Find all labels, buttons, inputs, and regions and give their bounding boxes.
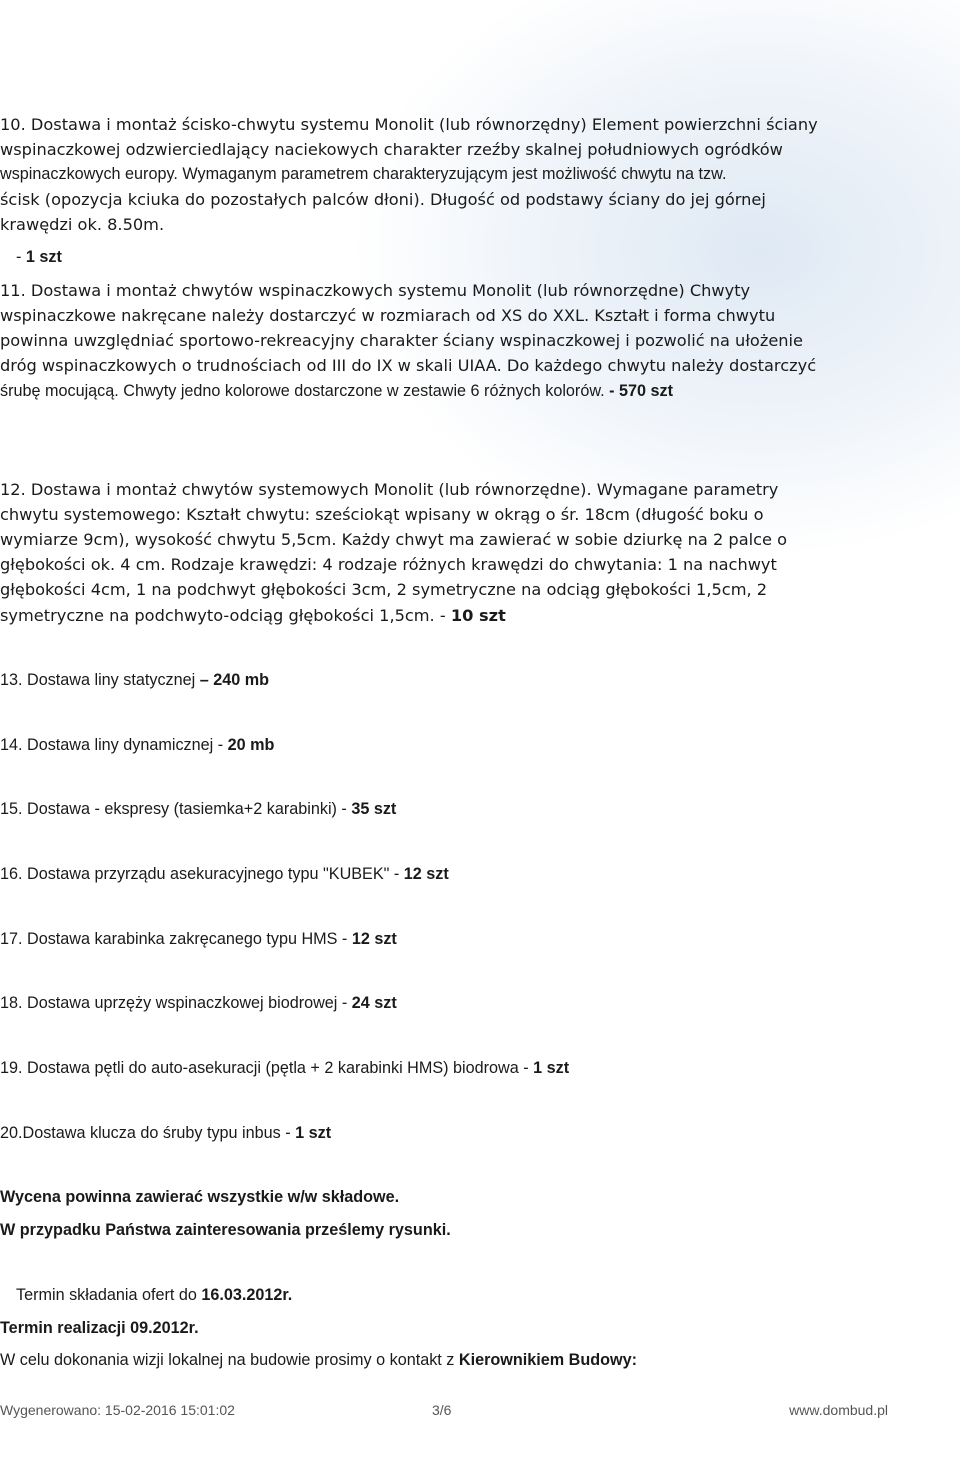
item-12-line: 12. Dostawa i montaż chwytów systemowych Monolit (lub równorzędne). Wymagane parametry <box>0 480 779 499</box>
item-10-qty: 1 szt <box>25 248 62 266</box>
item-19 <box>0 1056 888 1081</box>
item-12-last-line <box>0 603 888 628</box>
item-11-last-line <box>0 379 888 404</box>
item-qty: 1 szt <box>295 1124 332 1142</box>
item-text: 13. Dostawa liny statycznej <box>0 671 200 689</box>
pricing-note <box>0 1185 888 1210</box>
item-12-qty: 10 szt <box>450 606 506 625</box>
item-12-line: symetryczne na podchwyto-odciąg głębokości 1,5cm. - <box>0 606 451 625</box>
contact-bold: Kierownikiem Budowy: <box>458 1351 637 1369</box>
deadline-value: 16.03.2012r. <box>201 1286 293 1304</box>
page-footer <box>0 1402 888 1422</box>
item-12-line: wymiarze 9cm), wysokość chwytu 5,5cm. Każdy chwyt ma zawierać w sobie dziurkę na 2 palce o <box>0 530 788 549</box>
item-text: 14. Dostawa liny dynamicznej - <box>0 736 228 754</box>
item-10-line: wspinaczkowej odzwierciedlający naciekowych charakter rzeźby skalnej południowych ogródków <box>0 140 783 159</box>
item-11-line: dróg wspinaczkowych o trudnościach od III do IX w skali UIAA. Do każdego chwytu należy dostarczyć <box>0 356 817 375</box>
item-qty: 1 szt <box>533 1059 570 1077</box>
item-qty: 24 szt <box>351 994 397 1012</box>
item-10-line: 10. Dostawa i montaż ścisko-chwytu systemu Monolit (lub równorzędny) Element powierzchni ściany <box>0 115 818 134</box>
item-16 <box>0 862 888 887</box>
drawings-text: W przypadku Państwa zainteresowania prześlemy rysunki. <box>0 1221 451 1239</box>
item-10-line: krawędzi ok. 8.50m. <box>0 215 165 234</box>
item-17 <box>0 927 888 952</box>
item-12-line: głębokości ok. 4 cm. Rodzaje krawędzi: 4 rodzaje różnych krawędzi do chwytania: 1 na nachwyt <box>0 555 777 574</box>
pricing-text: Wycena powinna zawierać wszystkie w/w składowe. <box>0 1188 400 1206</box>
item-11-line: śrubę mocującą. Chwyty jedno kolorowe dostarczone w zestawie 6 różnych kolorów. <box>0 382 610 400</box>
item-text: 16. Dostawa przyrządu asekuracyjnego typu "KUBEK" - <box>0 865 404 883</box>
item-15 <box>0 797 888 822</box>
item-text: 18. Dostawa uprzęży wspinaczkowej biodrowej - <box>0 994 352 1012</box>
item-text: 20.Dostawa klucza do śruby typu inbus - <box>0 1124 296 1142</box>
contact-note <box>0 1348 888 1373</box>
drawings-note <box>0 1218 888 1243</box>
item-qty: 12 szt <box>403 865 449 883</box>
generated-timestamp: Wygenerowano: 15-02-2016 15:01:02 <box>0 1402 235 1418</box>
deadline-label: Termin składania ofert do <box>16 1286 202 1304</box>
page-number: 3/6 <box>432 1402 452 1418</box>
realization-text: Termin realizacji 09.2012r. <box>0 1319 199 1337</box>
item-10-line: wspinaczkowych europy. Wymaganym parametrem charakteryzującym jest możliwość chwytu na tzw. <box>0 165 727 183</box>
realization-note <box>0 1316 888 1341</box>
item-qty: 35 szt <box>351 800 397 818</box>
item-qty: 12 szt <box>351 930 397 948</box>
item-13 <box>0 668 888 693</box>
item-11-line: powinna uwzględniać sportowo-rekreacyjny charakter ściany wspinaczkowej i pozwolić na ułożenie <box>0 331 803 350</box>
item-12-line: chwytu systemowego: Kształt chwytu: sześciokąt wpisany w okrąg o śr. 18cm (długość boku o <box>0 505 764 524</box>
item-10-line: ścisk (opozycja kciuka do pozostałych palców dłoni). Długość od podstawy ściany do jej górnej <box>0 190 766 209</box>
deadline-note <box>16 1283 904 1308</box>
contact-text: W celu dokonania wizji lokalnej na budowie prosimy o kontakt z <box>0 1351 459 1369</box>
item-18 <box>0 991 888 1016</box>
item-11-line: wspinaczkowe nakręcane należy dostarczyć w rozmiarach od XS do XXL. Kształt i forma chwytu <box>0 306 776 325</box>
item-text: 15. Dostawa - ekspresy (tasiemka+2 karabinki) - <box>0 800 352 818</box>
item-qty: 20 mb <box>227 736 275 754</box>
item-12-line: głębokości 4cm, 1 na podchwyt głębokości 3cm, 2 symetryczne na odciąg głębokości 1,5cm, 2 <box>0 580 768 599</box>
item-text: 19. Dostawa pętli do auto-asekuracji (pętla + 2 karabinki HMS) biodrowa - <box>0 1059 534 1077</box>
item-qty: – 240 mb <box>199 671 270 689</box>
item-text: 17. Dostawa karabinka zakręcanego typu HMS - <box>0 930 352 948</box>
item-10-qty-line <box>16 245 904 270</box>
item-14 <box>0 733 888 758</box>
item-20 <box>0 1121 888 1146</box>
site-url: www.dombud.pl <box>789 1402 888 1418</box>
item-11-line: 11. Dostawa i montaż chwytów wspinaczkowych systemu Monolit (lub równorzędne) Chwyty <box>0 281 751 300</box>
item-11-qty: - 570 szt <box>609 382 674 400</box>
qty-prefix: - <box>16 248 26 266</box>
